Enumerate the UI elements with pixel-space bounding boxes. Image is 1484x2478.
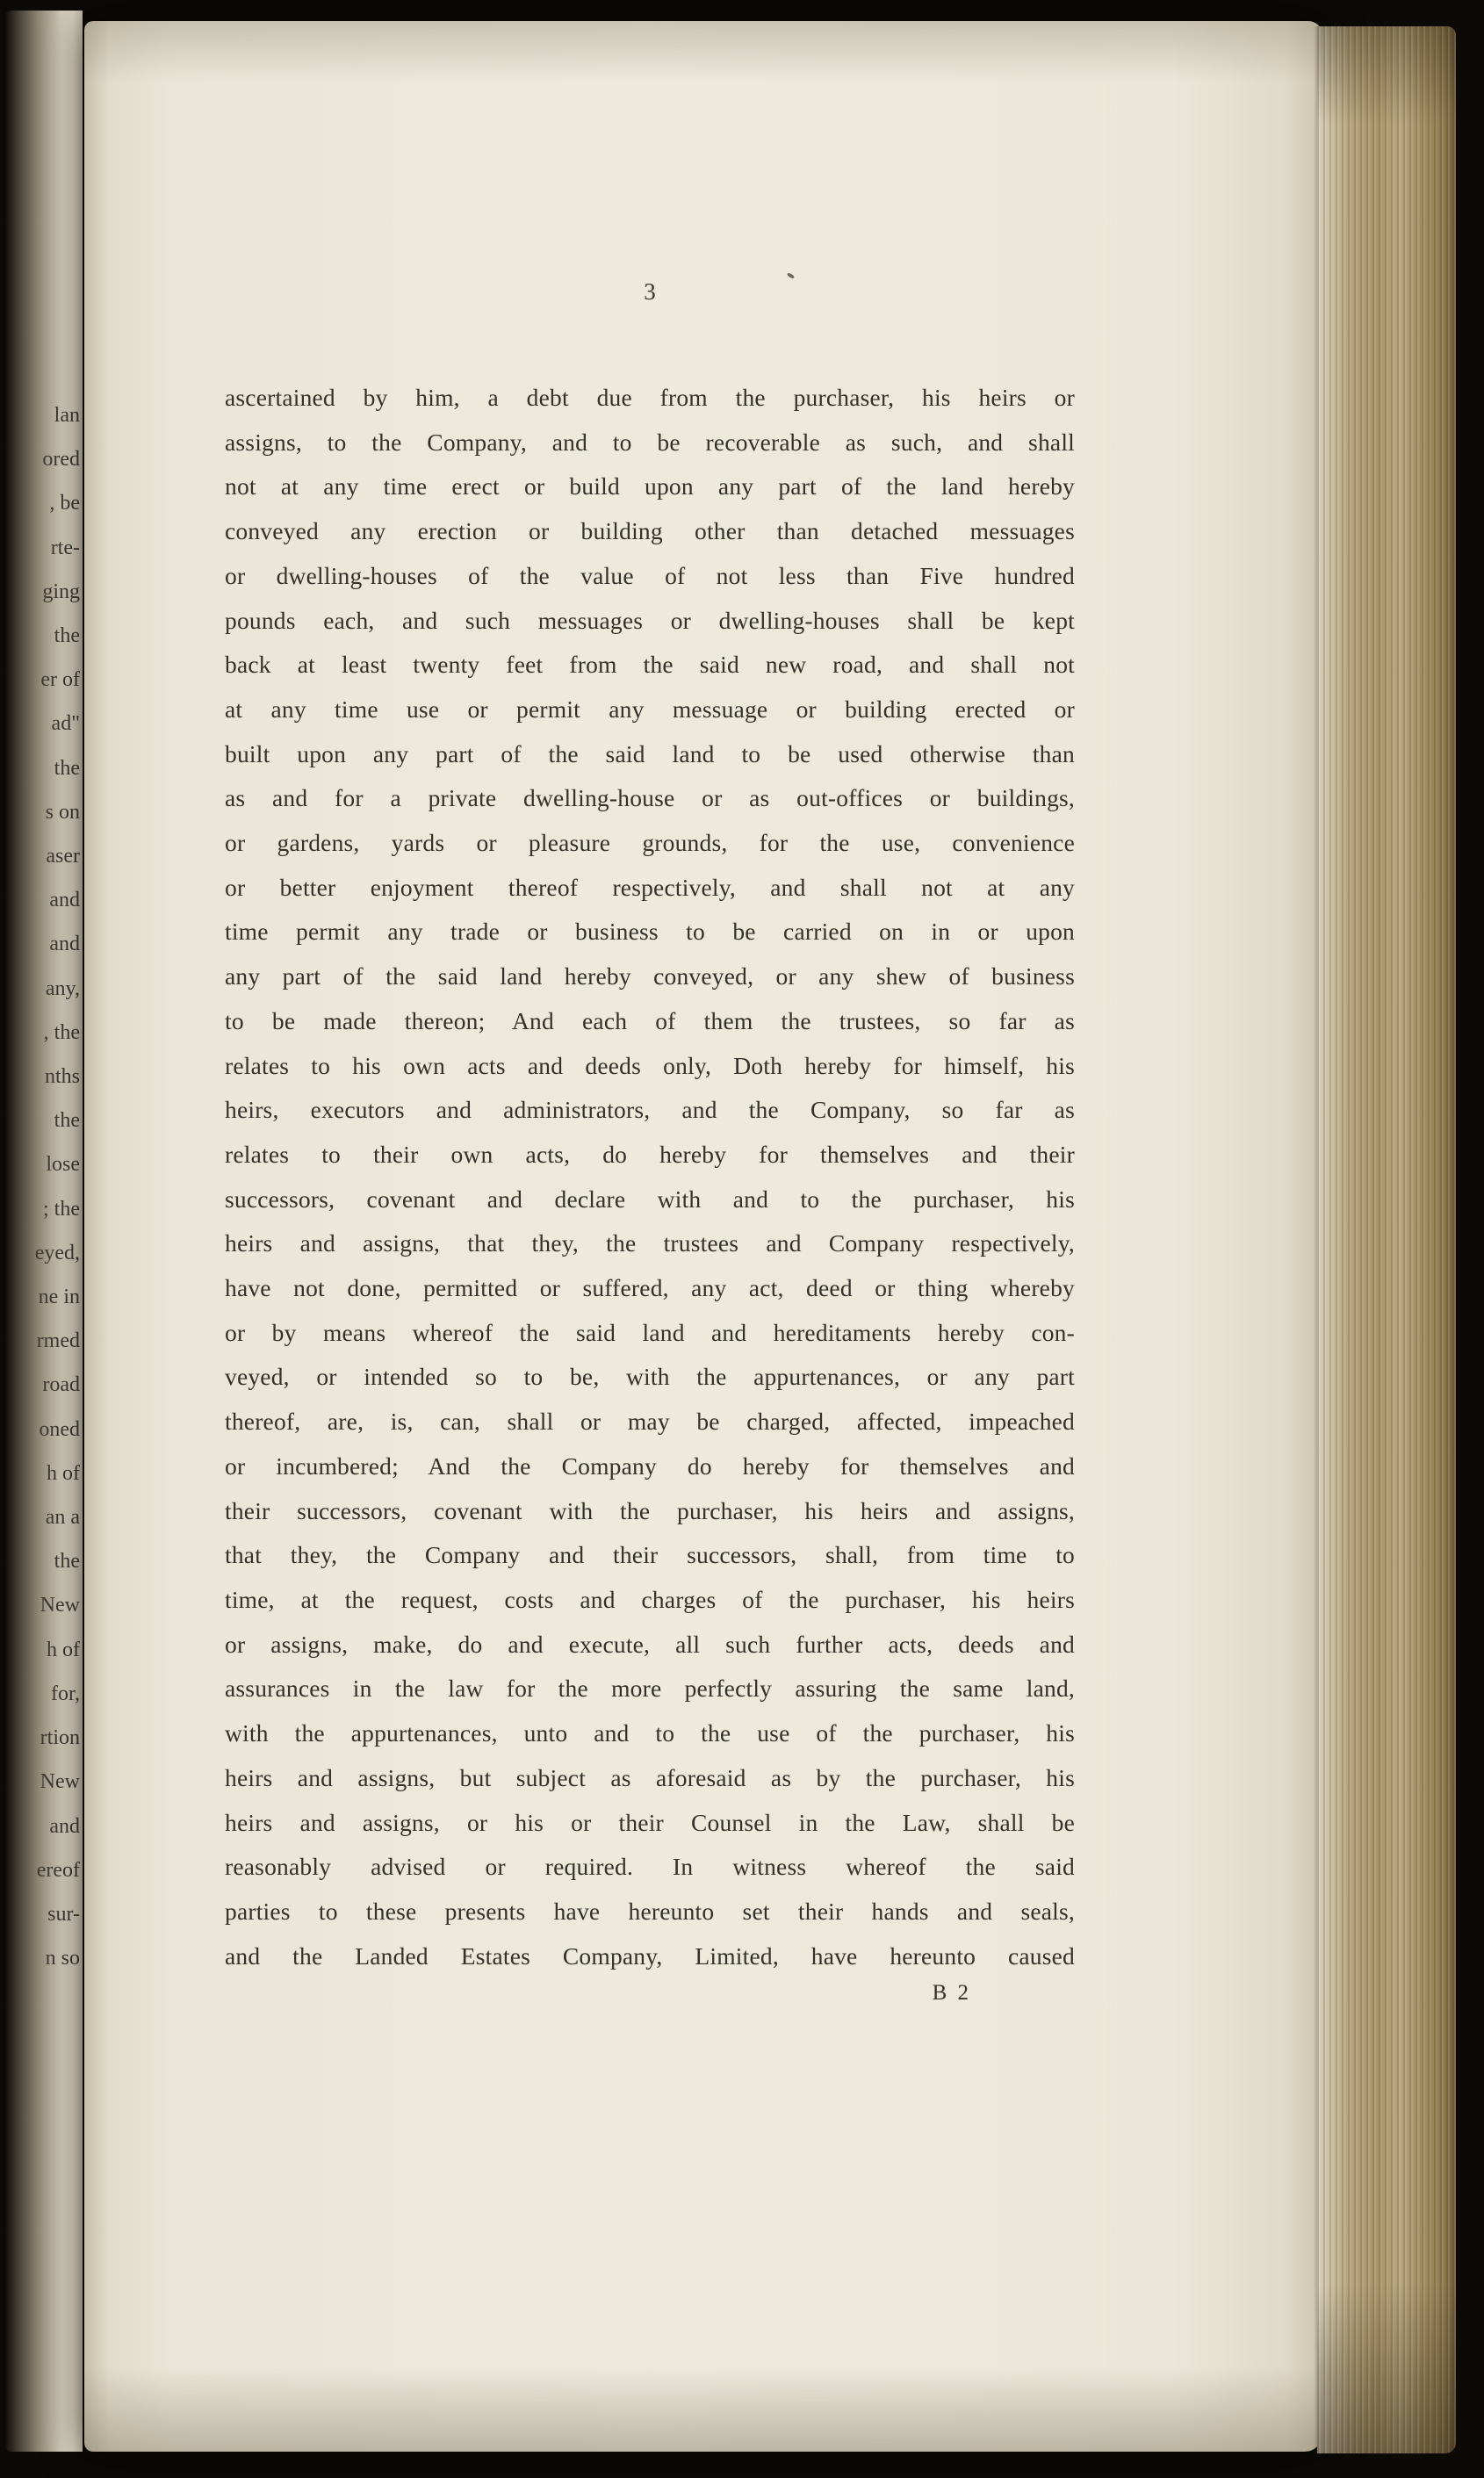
text-line: time permit any trade or business to be carried on in or upon [225,918,1075,946]
text-line: or dwelling-houses of the value of not less than Five hundred [225,561,1075,589]
text-line: or assigns, make, do and execute, all such further acts, deeds and [225,1630,1075,1658]
text-line: built upon any part of the said land to be used otherwise than [225,739,1075,767]
left-page-fragments [35,393,80,1980]
text-line: or incumbered; And the Company do hereby for themselves and [225,1452,1075,1480]
text-line: time, at the request, costs and charges of the purchaser, his heirs [225,1585,1075,1613]
text-line: veyed, or intended so to be, with the appurtenances, or any part [225,1363,1075,1391]
left-page-fragment: oned [39,1417,80,1441]
left-page-fragment: any, [45,976,80,1000]
left-page-fragment: nths [44,1065,80,1089]
text-line: have not done, permitted or suffered, any act, deed or thing whereby [225,1274,1075,1302]
left-page-fragment: lose [46,1153,80,1177]
left-page-fragment: sur- [47,1902,80,1926]
left-page-fragment: ne in [38,1286,80,1309]
left-page-fragment: eyed, [34,1241,80,1264]
text-line: conveyed any erection or building other than detached messuages [225,517,1075,545]
left-page-fragment: er of [40,668,80,692]
left-page-fragment: the [54,1550,80,1574]
left-page-fragment: New [40,1770,80,1794]
page-edges-stack [1317,26,1456,2453]
left-page-fragment: and [49,933,80,956]
left-page-fragment: rtion [40,1726,80,1750]
text-line: parties to these presents have hereunto set their hands and seals, [225,1897,1075,1925]
text-line: relates to his own acts and deeds only, Doth hereby for himself, his [225,1051,1075,1079]
text-line: heirs and assigns, or his or their Counsel in the Law, shall be [225,1808,1075,1836]
text-line: heirs and assigns, but subject as aforesaid as by the purchaser, his [225,1763,1075,1791]
text-line: their successors, covenant with the purchaser, his heirs and assigns, [225,1496,1075,1524]
page-number: 3 [644,278,656,305]
text-line: assigns, to the Company, and to be recoverable as such, and shall [225,428,1075,456]
left-page-fragment: , the [43,1020,80,1044]
left-page-fragment: the [54,1109,80,1133]
left-page-fragment: lan [54,404,80,427]
text-line: or gardens, yards or pleasure grounds, for the use, convenience [225,829,1075,857]
left-page-fragment: rte- [50,536,80,559]
text-line: not at any time erect or build upon any part of the land hereby [225,472,1075,501]
left-page-fragment: ereof [36,1858,80,1882]
document-text [225,376,1075,1978]
left-page-fragment: for, [50,1682,80,1705]
text-line: relates to their own acts, do hereby for themselves and their [225,1140,1075,1168]
text-line: or better enjoyment thereof respectively, and shall not at any [225,873,1075,901]
text-line: reasonably advised or required. In witness whereof the said [225,1853,1075,1881]
left-page-fragment: and [49,1814,80,1838]
left-page-sliver [5,11,83,2452]
text-line: at any time use or permit any messuage or building erected or [225,695,1075,723]
text-line: pounds each, and such messuages or dwelling-houses shall be kept [225,606,1075,634]
text-line: or by means whereof the said land and hereditaments hereby con- [225,1318,1075,1346]
text-line: and the Landed Estates Company, Limited, have hereunto caused [225,1941,1075,1970]
left-page-fragment: an a [45,1506,80,1530]
left-page-fragment: road [42,1373,80,1397]
left-page-fragment: , be [49,492,80,515]
left-page-fragment: ad" [51,712,80,736]
left-page-fragment: rmed [36,1329,80,1353]
left-page-fragment: aser [46,845,80,868]
left-page-fragment: n so [45,1947,80,1970]
left-page-fragment: New [40,1594,80,1617]
left-page-fragment: ; the [43,1197,80,1221]
text-line: that they, the Company and their successors, shall, from time to [225,1541,1075,1569]
left-page-fragment: the [54,624,80,648]
text-line: thereof, are, is, can, shall or may be charged, affected, impeached [225,1408,1075,1436]
left-page-fragment: the [54,756,80,780]
left-page-fragment: h of [47,1638,80,1661]
text-line: successors, covenant and declare with and to the purchaser, his [225,1185,1075,1213]
left-page-fragment: ored [42,448,80,472]
text-line: to be made thereon; And each of them the trustees, so far as [225,1006,1075,1034]
text-line: as and for a private dwelling-house or as out-offices or buildings, [225,784,1075,812]
left-page-fragment: and [49,889,80,912]
text-line: with the appurtenances, unto and to the use of the purchaser, his [225,1719,1075,1747]
text-line: ascertained by him, a debt due from the purchaser, his heirs or [225,384,1075,411]
text-line: assurances in the law for the more perfectly assuring the same land, [225,1675,1075,1703]
text-line: any part of the said land hereby conveyed, or any shew of business [225,962,1075,990]
main-page [84,21,1322,2452]
left-page-fragment: h of [47,1461,80,1485]
text-line: heirs, executors and administrators, and the Company, so far as [225,1096,1075,1124]
text-line: back at least twenty feet from the said new road, and shall not [225,651,1075,679]
signature-mark: B 2 [932,1981,971,2005]
left-page-fragment: s on [45,800,80,824]
left-page-fragment: ging [42,580,80,603]
text-line: heirs and assigns, that they, the trustees and Company respectively, [225,1229,1075,1257]
